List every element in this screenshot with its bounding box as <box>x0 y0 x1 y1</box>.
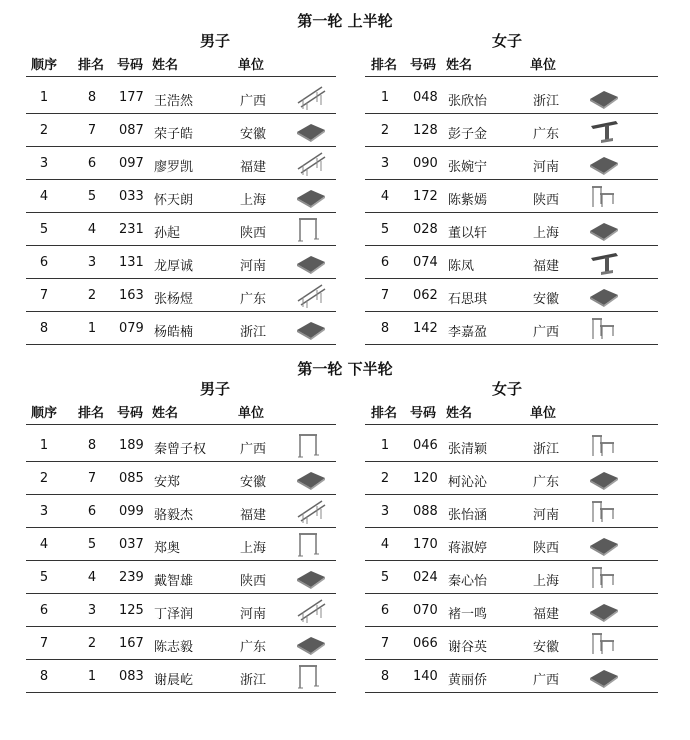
women-header-divider <box>365 424 658 425</box>
women-number: 170 <box>413 537 438 552</box>
men-unit: 安徽 <box>240 127 267 142</box>
men-number: 085 <box>119 471 144 486</box>
floor-icon <box>588 530 620 562</box>
men-name: 谢晨屹 <box>154 673 194 688</box>
women-row-divider <box>365 113 658 114</box>
floor-icon <box>295 116 327 148</box>
women-row-divider <box>365 461 658 462</box>
men-unit: 浙江 <box>240 673 267 688</box>
men-name: 陈志毅 <box>154 640 194 655</box>
men-unit: 河南 <box>240 259 267 274</box>
men-row-divider <box>26 494 336 495</box>
women-name: 柯沁沁 <box>448 475 488 490</box>
men-rank: 1 <box>87 669 97 684</box>
men-rank: 5 <box>87 537 97 552</box>
floor-icon <box>588 281 620 313</box>
men-row-divider <box>26 461 336 462</box>
uneven-bars-icon <box>588 314 620 346</box>
women-name: 石思琪 <box>448 292 488 307</box>
men-order: 1 <box>39 438 49 453</box>
women-unit: 浙江 <box>533 94 560 109</box>
men-group-title: 男子 <box>200 32 231 50</box>
men-rank: 7 <box>87 123 97 138</box>
men-name: 怀天朗 <box>154 193 194 208</box>
floor-icon <box>588 464 620 496</box>
women-name: 李嘉盈 <box>448 325 488 340</box>
men-rank: 8 <box>87 438 97 453</box>
women-order: 2 <box>380 471 390 486</box>
men-order: 8 <box>39 321 49 336</box>
women-order: 8 <box>380 321 390 336</box>
men-row-divider <box>26 113 336 114</box>
beam-icon <box>588 248 620 280</box>
men-order: 5 <box>39 222 49 237</box>
women-row-divider <box>365 311 658 312</box>
women-unit: 安徽 <box>533 292 560 307</box>
men-unit: 广东 <box>240 640 267 655</box>
women-row-divider <box>365 146 658 147</box>
women-order: 1 <box>380 438 390 453</box>
women-number: 070 <box>413 603 438 618</box>
men-name: 孙起 <box>154 226 181 241</box>
women-row-divider <box>365 278 658 279</box>
header-unit: 单位 <box>238 406 265 421</box>
men-unit: 上海 <box>240 193 267 208</box>
women-group-title: 女子 <box>492 32 523 50</box>
men-name: 荣子皓 <box>154 127 194 142</box>
men-rank: 6 <box>87 504 97 519</box>
uneven-bars-icon <box>588 182 620 214</box>
women-name: 褚一鸣 <box>448 607 488 622</box>
men-row-divider <box>26 278 336 279</box>
men-name: 安郑 <box>154 475 181 490</box>
men-number: 125 <box>119 603 144 618</box>
floor-icon <box>295 464 327 496</box>
beam-icon <box>588 116 620 148</box>
men-row-divider <box>26 626 336 627</box>
women-unit: 河南 <box>533 160 560 175</box>
women-group-title: 女子 <box>492 380 523 398</box>
parallel-bars-icon <box>295 83 327 115</box>
men-name: 龙厚诚 <box>154 259 194 274</box>
men-rank: 3 <box>87 255 97 270</box>
high-bar-icon <box>295 215 327 247</box>
header-rank: 排名 <box>78 58 105 73</box>
women-order: 4 <box>380 189 390 204</box>
women-unit: 广东 <box>533 127 560 142</box>
men-number: 097 <box>119 156 144 171</box>
header-rank-women: 排名 <box>371 406 398 421</box>
men-row-divider <box>26 179 336 180</box>
header-name-women: 姓名 <box>446 406 473 421</box>
women-order: 7 <box>380 288 390 303</box>
men-order: 2 <box>39 123 49 138</box>
women-number: 024 <box>413 570 438 585</box>
floor-icon <box>588 83 620 115</box>
women-order: 6 <box>380 603 390 618</box>
men-row-divider <box>26 212 336 213</box>
women-name: 张婉宁 <box>448 160 488 175</box>
men-number: 189 <box>119 438 144 453</box>
men-name: 戴智雄 <box>154 574 194 589</box>
high-bar-icon <box>295 662 327 694</box>
men-name: 秦曾子权 <box>154 442 207 457</box>
floor-icon <box>295 248 327 280</box>
women-number: 142 <box>413 321 438 336</box>
women-order: 5 <box>380 570 390 585</box>
header-number: 号码 <box>117 58 144 73</box>
women-number: 062 <box>413 288 438 303</box>
round-section <box>0 358 690 698</box>
floor-icon <box>295 563 327 595</box>
men-order: 3 <box>39 156 49 171</box>
floor-icon <box>295 182 327 214</box>
men-row-divider <box>26 560 336 561</box>
floor-icon <box>588 149 620 181</box>
men-order: 4 <box>39 537 49 552</box>
round-title: 第一轮 上半轮 <box>297 12 393 30</box>
women-order: 1 <box>380 90 390 105</box>
women-number: 066 <box>413 636 438 651</box>
men-order: 6 <box>39 603 49 618</box>
men-number: 033 <box>119 189 144 204</box>
women-unit: 福建 <box>533 607 560 622</box>
men-rank: 6 <box>87 156 97 171</box>
header-order: 顺序 <box>31 406 58 421</box>
women-unit: 福建 <box>533 259 560 274</box>
men-number: 037 <box>119 537 144 552</box>
women-number: 090 <box>413 156 438 171</box>
men-rank: 8 <box>87 90 97 105</box>
women-order: 4 <box>380 537 390 552</box>
uneven-bars-icon <box>588 497 620 529</box>
women-row-divider <box>365 245 658 246</box>
men-order: 7 <box>39 288 49 303</box>
men-unit: 上海 <box>240 541 267 556</box>
women-row-divider <box>365 527 658 528</box>
women-name: 陈紫嫣 <box>448 193 488 208</box>
women-number: 128 <box>413 123 438 138</box>
women-unit: 安徽 <box>533 640 560 655</box>
women-unit: 广东 <box>533 475 560 490</box>
men-unit: 广西 <box>240 442 267 457</box>
women-order: 2 <box>380 123 390 138</box>
high-bar-icon <box>295 530 327 562</box>
parallel-bars-icon <box>295 281 327 313</box>
floor-icon <box>588 215 620 247</box>
women-name: 谢谷英 <box>448 640 488 655</box>
men-number: 087 <box>119 123 144 138</box>
women-name: 张怡涵 <box>448 508 488 523</box>
women-row-divider <box>365 626 658 627</box>
header-number: 号码 <box>117 406 144 421</box>
header-name: 姓名 <box>152 406 179 421</box>
men-number: 231 <box>119 222 144 237</box>
women-name: 黄丽侨 <box>448 673 488 688</box>
men-unit: 福建 <box>240 160 267 175</box>
men-header-divider <box>26 76 336 77</box>
women-number: 048 <box>413 90 438 105</box>
men-unit: 陕西 <box>240 226 267 241</box>
women-number: 046 <box>413 438 438 453</box>
men-unit: 广西 <box>240 94 267 109</box>
women-order: 7 <box>380 636 390 651</box>
parallel-bars-icon <box>295 596 327 628</box>
men-order: 6 <box>39 255 49 270</box>
men-name: 丁泽润 <box>154 607 194 622</box>
men-number: 099 <box>119 504 144 519</box>
women-unit: 上海 <box>533 226 560 241</box>
women-unit: 陕西 <box>533 541 560 556</box>
round-title: 第一轮 下半轮 <box>297 360 393 378</box>
parallel-bars-icon <box>295 497 327 529</box>
women-order: 5 <box>380 222 390 237</box>
header-name: 姓名 <box>152 58 179 73</box>
men-order: 7 <box>39 636 49 651</box>
men-number: 079 <box>119 321 144 336</box>
women-name: 陈凤 <box>448 259 475 274</box>
men-number: 167 <box>119 636 144 651</box>
men-name: 骆毅杰 <box>154 508 194 523</box>
women-unit: 广西 <box>533 673 560 688</box>
men-row-divider <box>26 593 336 594</box>
men-number: 083 <box>119 669 144 684</box>
header-name-women: 姓名 <box>446 58 473 73</box>
men-group-title: 男子 <box>200 380 231 398</box>
floor-icon <box>295 629 327 661</box>
header-rank-women: 排名 <box>371 58 398 73</box>
men-name: 杨皓楠 <box>154 325 194 340</box>
women-unit: 广西 <box>533 325 560 340</box>
men-rank: 2 <box>87 288 97 303</box>
men-rank: 1 <box>87 321 97 336</box>
men-order: 2 <box>39 471 49 486</box>
men-rank: 4 <box>87 222 97 237</box>
men-unit: 陕西 <box>240 574 267 589</box>
men-unit: 广东 <box>240 292 267 307</box>
women-unit: 陕西 <box>533 193 560 208</box>
men-rank: 5 <box>87 189 97 204</box>
header-order: 顺序 <box>31 58 58 73</box>
men-unit: 安徽 <box>240 475 267 490</box>
women-unit: 浙江 <box>533 442 560 457</box>
header-unit: 单位 <box>238 58 265 73</box>
men-row-divider <box>26 245 336 246</box>
men-rank: 7 <box>87 471 97 486</box>
women-row-divider <box>365 494 658 495</box>
women-row-divider <box>365 659 658 660</box>
header-number-women: 号码 <box>410 58 437 73</box>
men-unit: 河南 <box>240 607 267 622</box>
men-number: 163 <box>119 288 144 303</box>
women-name: 蒋淑婷 <box>448 541 488 556</box>
men-row-divider <box>26 146 336 147</box>
high-bar-icon <box>295 431 327 463</box>
men-name: 廖罗凯 <box>154 160 194 175</box>
women-order: 8 <box>380 669 390 684</box>
women-order: 6 <box>380 255 390 270</box>
uneven-bars-icon <box>588 563 620 595</box>
men-row-divider <box>26 344 336 345</box>
men-order: 1 <box>39 90 49 105</box>
women-order: 3 <box>380 504 390 519</box>
men-order: 3 <box>39 504 49 519</box>
women-unit: 上海 <box>533 574 560 589</box>
men-row-divider <box>26 527 336 528</box>
floor-icon <box>588 596 620 628</box>
women-unit: 河南 <box>533 508 560 523</box>
men-row-divider <box>26 311 336 312</box>
men-unit: 浙江 <box>240 325 267 340</box>
men-unit: 福建 <box>240 508 267 523</box>
header-unit-women: 单位 <box>530 58 557 73</box>
men-header-divider <box>26 424 336 425</box>
women-number: 120 <box>413 471 438 486</box>
women-header-divider <box>365 76 658 77</box>
men-number: 131 <box>119 255 144 270</box>
uneven-bars-icon <box>588 431 620 463</box>
header-rank: 排名 <box>78 406 105 421</box>
women-number: 074 <box>413 255 438 270</box>
women-row-divider <box>365 593 658 594</box>
women-number: 172 <box>413 189 438 204</box>
uneven-bars-icon <box>588 629 620 661</box>
floor-icon <box>588 662 620 694</box>
round-section <box>0 10 690 350</box>
women-number: 028 <box>413 222 438 237</box>
women-row-divider <box>365 692 658 693</box>
parallel-bars-icon <box>295 149 327 181</box>
men-order: 8 <box>39 669 49 684</box>
men-order: 5 <box>39 570 49 585</box>
women-number: 140 <box>413 669 438 684</box>
men-number: 177 <box>119 90 144 105</box>
men-rank: 4 <box>87 570 97 585</box>
men-rank: 2 <box>87 636 97 651</box>
women-name: 张清颖 <box>448 442 488 457</box>
women-name: 张欣怡 <box>448 94 488 109</box>
women-row-divider <box>365 179 658 180</box>
floor-icon <box>295 314 327 346</box>
header-number-women: 号码 <box>410 406 437 421</box>
women-order: 3 <box>380 156 390 171</box>
women-row-divider <box>365 344 658 345</box>
women-row-divider <box>365 212 658 213</box>
men-name: 王浩然 <box>154 94 194 109</box>
men-order: 4 <box>39 189 49 204</box>
men-rank: 3 <box>87 603 97 618</box>
women-name: 秦心怡 <box>448 574 488 589</box>
women-name: 彭子金 <box>448 127 488 142</box>
women-row-divider <box>365 560 658 561</box>
men-number: 239 <box>119 570 144 585</box>
women-name: 董以轩 <box>448 226 488 241</box>
men-name: 郑奥 <box>154 541 181 556</box>
header-unit-women: 单位 <box>530 406 557 421</box>
women-number: 088 <box>413 504 438 519</box>
men-row-divider <box>26 692 336 693</box>
men-row-divider <box>26 659 336 660</box>
men-name: 张杨煜 <box>154 292 194 307</box>
